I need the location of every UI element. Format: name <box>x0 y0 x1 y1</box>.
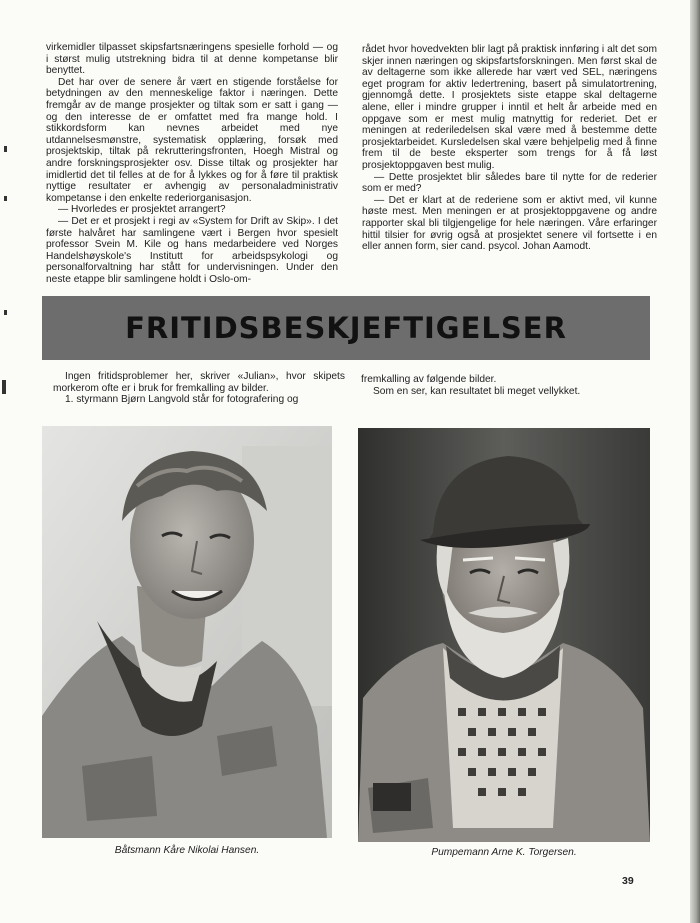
portrait-photo-batsmann <box>42 426 332 838</box>
article-column-left <box>46 42 338 285</box>
photo-caption: Båtsmann Kåre Nikolai Hansen. <box>114 845 260 856</box>
page-spine-shadow <box>690 0 700 923</box>
article-paragraph: virkemidler tilpasset skipsfartsnæringens spesielle forhold — og i størst mulig utstrekning bidra til at denne kompetanse blir benyttet. <box>46 42 338 77</box>
article-question: — Dette prosjektet blir således bare til nytte for de rederier som er med? <box>362 171 657 195</box>
section-title: FRITIDSBESKJEFTIGELSER <box>125 311 567 345</box>
section-banner <box>42 296 650 360</box>
article-paragraph: Det har over de senere år vært en stigende forståelse for betydningen av den menneskelige faktor i næringen. Dette fremgår av de mange prosjekter og tiltak som er satt i gang — og den interesse de er omfattet med fra mange hold. I stikkordsform kan nevnes arbeidet med nye utdannelsesmønstre, systematisk opplæring, forsøk med prosjektskip, tiltak på rekrutteringsfronten, Hoegh Mistral og andre forskningsprosjekter osv. Disse tiltak og prosjekter har imidlertid det til felles at de for å lykkes og for å føre til praktisk nyttige resultater er avhengig av personaladministrativ kompetanse i den enkelte rederiorganisasjon. <box>46 76 338 204</box>
article-paragraph: rådet hvor hovedvekten blir lagt på praktisk innføring i alt det som skjer innen næringen og skipsfartsforskningen. Men først skal de av deltagerne som ikke allerede har vært ved SEL, næringens eget program for aktiv ledertrening, basert på simulatortrening, gjennomgå dette. I prosjektets siste etappe skal deltagerne alene, eller i mindre grupper i inntil et helt år arbeide med en oppgave som er mest mulig matnyttig for rederiet. Det er meningen at rederiledelsen skal være med å bestemme dette prosjektarbeidet. Kursledelsen skal være behjelpelig med å finne frem til de beste eksperter som trengs for å få løst prosjektoppgaven best mulig. <box>362 44 657 171</box>
article-question: — Hvorledes er prosjektet arrangert? <box>58 204 226 216</box>
scan-mark <box>4 310 7 315</box>
intro-paragraph: fremkalling av følgende bilder. <box>361 374 497 385</box>
portrait-illustration <box>42 426 332 838</box>
intro-paragraph: Som en ser, kan resultatet bli meget vellykket. <box>373 385 581 397</box>
article-paragraph: — Det er klart at de rederiene som er aktivt med, vil kunne høste mest. Men meningen er at prosjektoppgavene og andre rapporter skal bli tilgjengelige for hele næringen. Våre erfaringer hittil tilsier for øvrig også at prosjektet senere vil fortsette i en eller annen form, sier cand. psycol. Johan Aamodt. <box>362 194 657 253</box>
intro-paragraph: 1. styrmann Bjørn Langvold står for fotografering og <box>65 394 299 406</box>
section-intro-left <box>53 371 345 406</box>
portrait-photo-pumpemann <box>358 428 650 842</box>
photo-caption: Pumpemann Arne K. Torgersen. <box>431 847 577 858</box>
article-column-right <box>362 44 657 253</box>
section-intro-right <box>361 374 651 397</box>
scan-mark <box>4 146 7 152</box>
portrait-illustration <box>358 428 650 842</box>
article-paragraph: — Det er et prosjekt i regi av «System for Drift av Skip». I det første halvåret har samlingene vært i Bergen hvor spesielt professor Svein M. Kile og hans medarbeidere ved Norges Handelshøyskole's Institutt for arbeidspsykologi og personalforvaltning har stått for undervisningen. Under den neste etappe blir samlingene holdt i Oslo-om- <box>46 215 338 285</box>
scan-mark <box>2 380 6 394</box>
intro-paragraph: Ingen fritidsproblemer her, skriver «Julian», hvor skipets morkerom ofte er i bruk for fremkalling av bilder. <box>53 371 345 394</box>
scan-mark <box>4 196 7 201</box>
page-number: 39 <box>622 875 634 887</box>
